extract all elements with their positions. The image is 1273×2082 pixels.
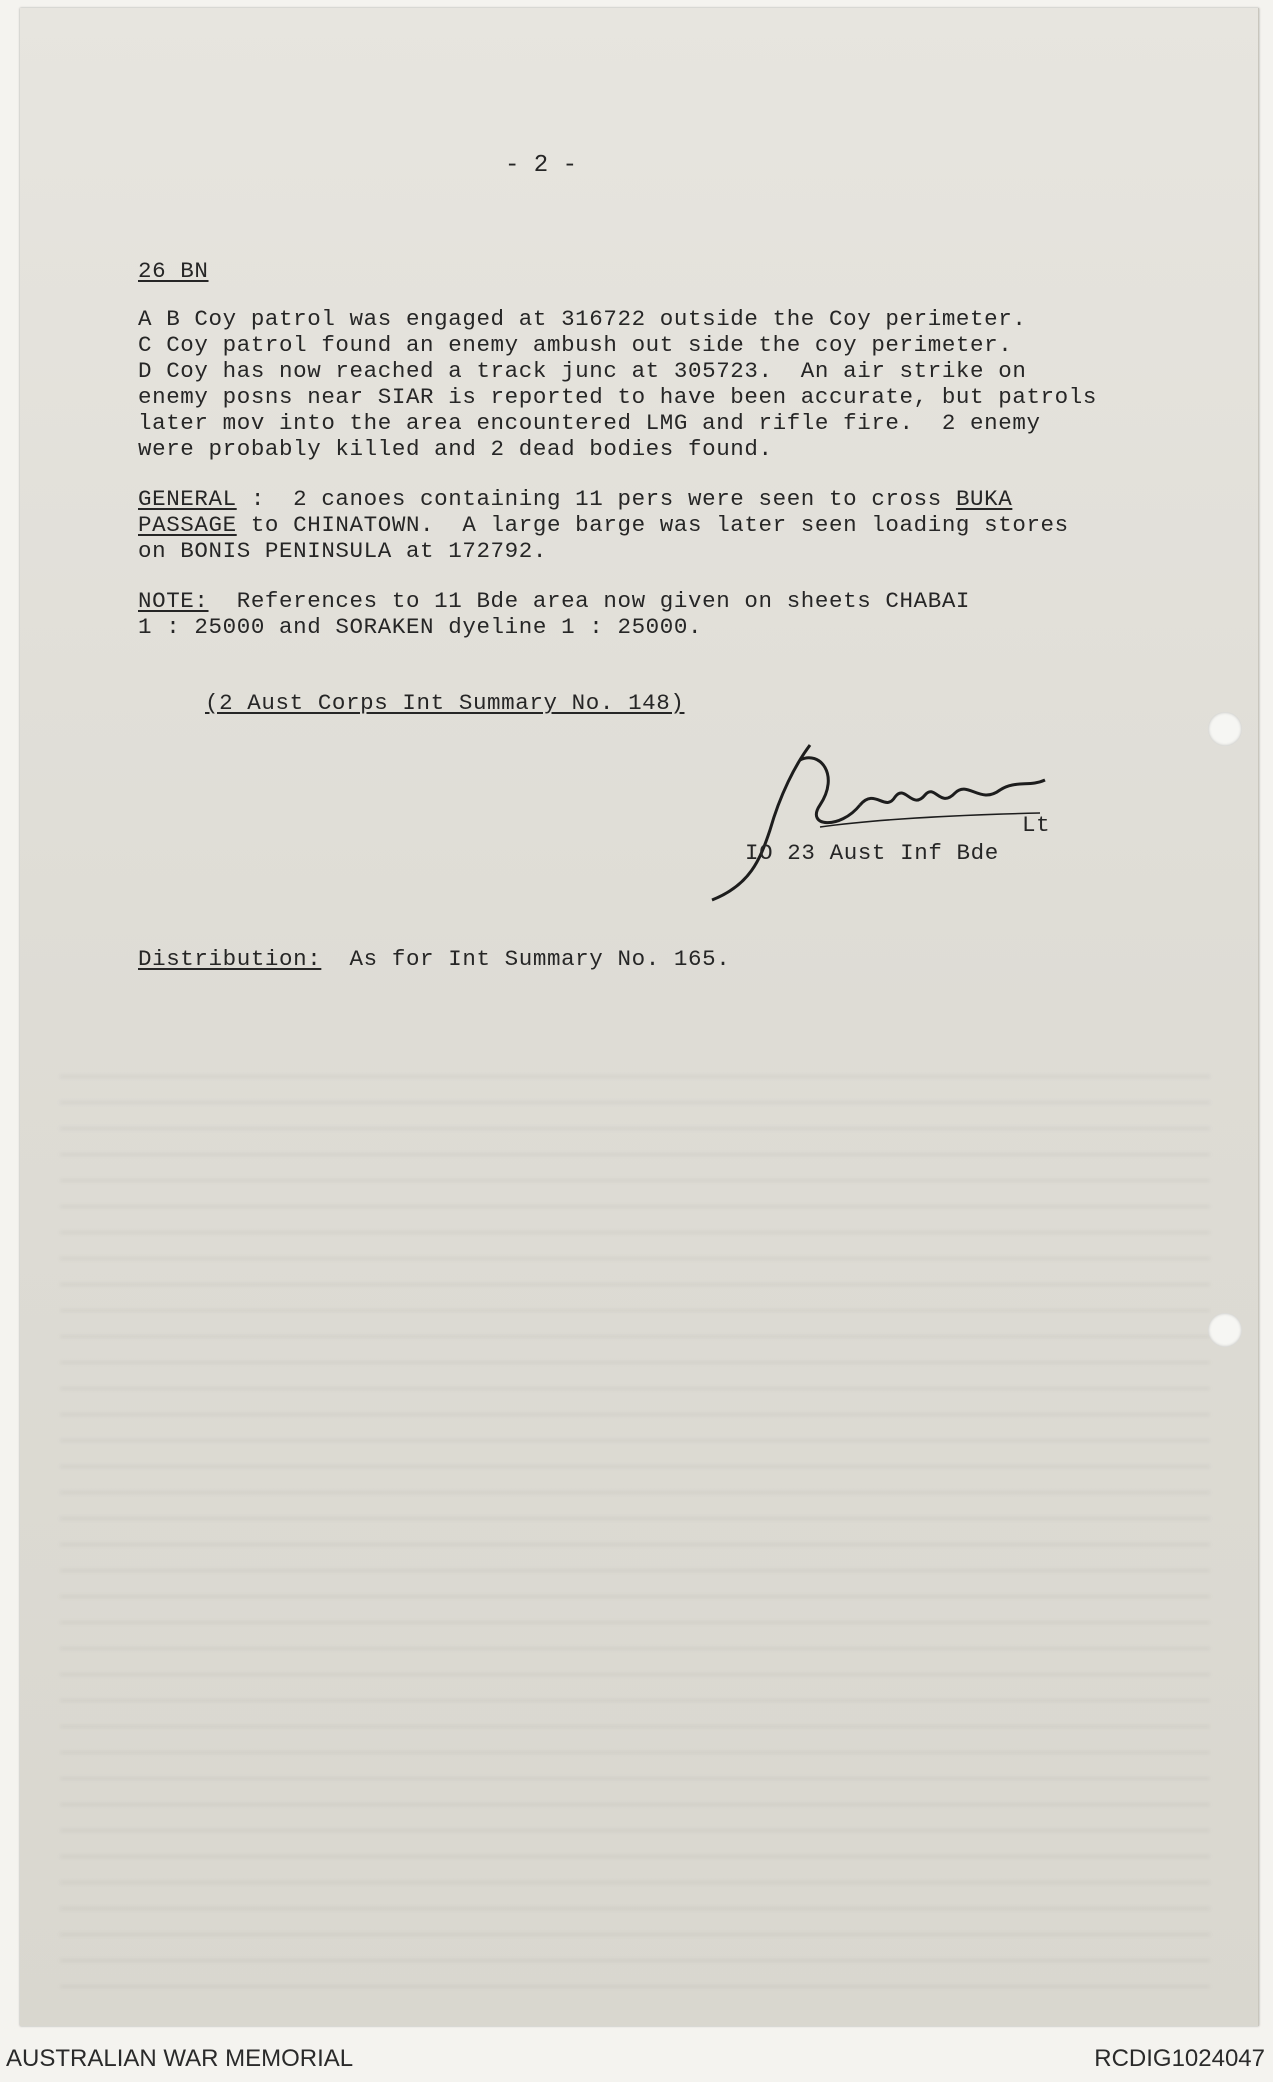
unit-heading: 26 BN (138, 258, 209, 284)
punch-hole (1208, 1313, 1242, 1347)
note-paragraph-line: 1 : 25000 and SORAKEN dyeline 1 : 25000. (138, 614, 703, 640)
note-paragraph-line: NOTE: References to 11 Bde area now given on sheets CHABAI (138, 588, 971, 614)
source-reference: (2 Aust Corps Int Summary No. 148) (205, 690, 685, 716)
unit-paragraph-line: later mov into the area encountered LMG and rifle fire. 2 enemy (138, 410, 1041, 436)
general-paragraph-line: on BONIS PENINSULA at 172792. (138, 538, 547, 564)
signature-unit: IO 23 Aust Inf Bde (745, 840, 999, 866)
general-paragraph-line: GENERAL : 2 canoes containing 11 pers were seen to cross BUKA (138, 486, 1013, 512)
unit-paragraph-line: D Coy has now reached a track junc at 305723. An air strike on (138, 358, 1027, 384)
unit-paragraph-line: C Coy patrol found an enemy ambush out side the coy perimeter. (138, 332, 1013, 358)
footer-archive-name: AUSTRALIAN WAR MEMORIAL (6, 2045, 354, 2072)
signature-rank: Lt (1022, 812, 1051, 838)
distribution-label: Distribution: (138, 946, 322, 972)
show-through-text (60, 1058, 1210, 1988)
note-label: NOTE: (138, 588, 209, 614)
distribution-line: Distribution: As for Int Summary No. 165. (138, 946, 731, 972)
unit-paragraph-line: were probably killed and 2 dead bodies found. (138, 436, 773, 462)
general-paragraph-line: PASSAGE to CHINATOWN. A large barge was later seen loading stores (138, 512, 1069, 538)
punch-hole (1208, 712, 1242, 746)
general-label: GENERAL (138, 486, 237, 512)
buka-place: BUKA (955, 486, 1013, 512)
page-number: - 2 - (505, 152, 578, 179)
handwritten-signature (700, 735, 1060, 905)
unit-paragraph-line: enemy posns near SIAR is reported to have been accurate, but patrols (138, 384, 1097, 410)
footer-document-id: RCDIG1024047 (1094, 2045, 1265, 2072)
unit-paragraph-line: A B Coy patrol was engaged at 316722 outside the Coy perimeter. (138, 306, 1027, 332)
passage-place: PASSAGE (138, 512, 237, 538)
